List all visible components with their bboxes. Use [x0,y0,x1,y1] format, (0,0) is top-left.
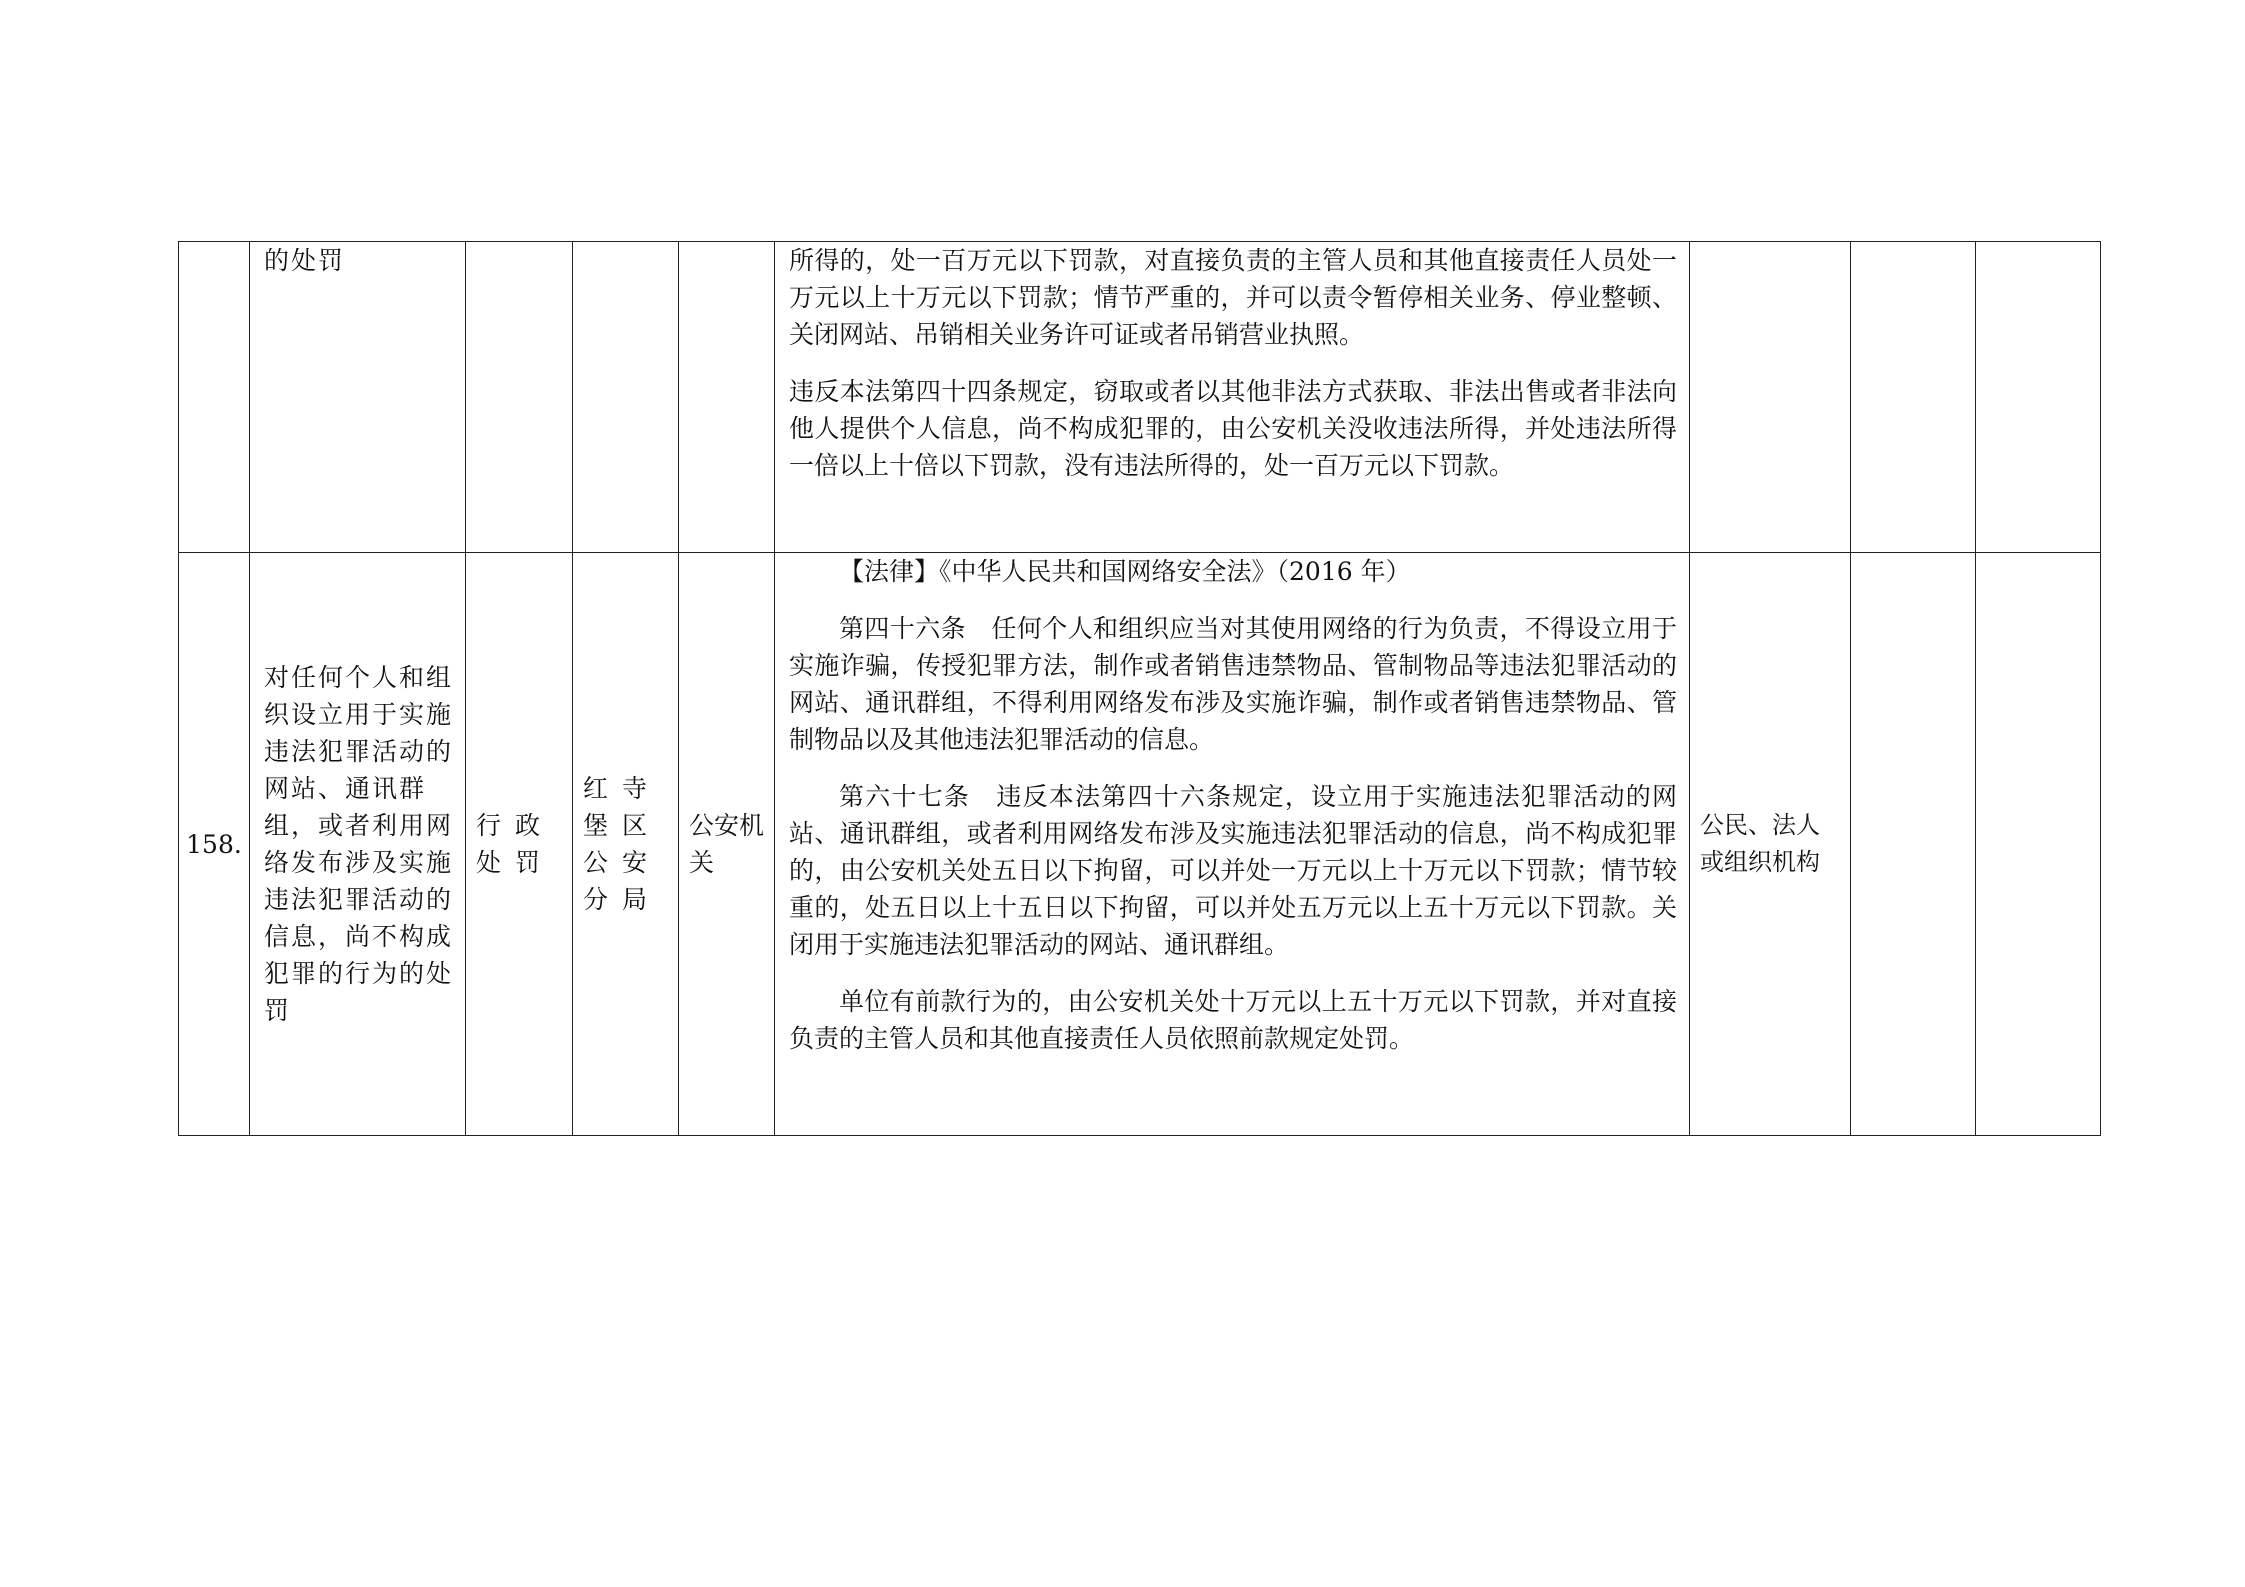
agency: 公安机关 [689,811,765,877]
legal-basis-paragraph: 违反本法第四十四条规定，窃取或者以其他非法方式获取、非法出售或者非法向他人提供个人信息，尚不构成犯罪的，由公安机关没收违法所得，并处违法所得一倍以上十倍以下罚款，没有违法所得的，处一百万元以下罚款。 [789,377,1677,480]
row-number-cell [179,553,250,1136]
department: 红寺堡区公安分局 [583,774,662,914]
legal-basis-paragraph: 所得的，处一百万元以下罚款，对直接负责的主管人员和其他直接责任人员处一万元以上十万元以下罚款；情节严重的，并可以责令暂停相关业务、停业整顿、关闭网站、吊销相关业务许可证或者吊销营业执照。 [789,246,1677,349]
empty-cell [1851,553,1976,1136]
row-number: 158. [186,829,242,859]
row-number-cell [179,242,250,553]
category-cell [466,553,573,1136]
empty-cell [1976,553,2101,1136]
item-name: 的处罚 [264,246,346,275]
item-name-cell [250,553,466,1136]
empty-cell [1851,242,1976,553]
legal-basis-paragraph: 单位有前款行为的，由公安机关处十万元以上五十万元以下罚款，并对直接负责的主管人员和其他直接责任人员依照前款规定处罚。 [789,987,1677,1053]
item-name-cell [250,242,466,553]
empty-cell [1976,242,2101,553]
department-cell [573,242,679,553]
target-cell [1690,553,1851,1136]
agency-cell [679,553,775,1136]
department-cell [573,553,679,1136]
legal-basis-paragraph: 第六十七条 违反本法第四十六条规定，设立用于实施违法犯罪活动的网站、通讯群组，或者利用网络发布涉及实施违法犯罪活动的信息，尚不构成犯罪的，由公安机关处五日以下拘留，可以并处一万元以上十万元以下罚款；情节较重的，处五日以上十五日以下拘留，可以并处五万元以上五十万元以下罚款。关闭用于实施违法犯罪活动的网站、通讯群组。 [789,782,1677,959]
law-title: 【法律】《中华人民共和国网络安全法》（2016 年） [839,557,1411,586]
enforcement-table [178,241,2101,1136]
target: 公民、法人或组织机构 [1700,811,1820,876]
legal-basis-cell [775,242,1690,553]
agency-cell [679,242,775,553]
category: 行政处罚 [476,811,555,877]
item-name: 对任何个人和组织设立用于实施违法犯罪活动的网站、通讯群组，或者利用网络发布涉及实施违法犯罪活动的信息，尚不构成犯罪的行为的处罚 [264,663,454,1025]
category-cell [466,242,573,553]
target-cell [1690,242,1851,553]
table-row [179,553,2101,1136]
table-row [179,242,2101,553]
legal-basis-paragraph: 第四十六条 任何个人和组织应当对其使用网络的行为负责，不得设立用于实施诈骗，传授犯罪方法，制作或者销售违禁物品、管制物品等违法犯罪活动的网站、通讯群组，不得利用网络发布涉及实施诈骗，制作或者销售违禁物品、管制物品以及其他违法犯罪活动的信息。 [789,614,1677,754]
legal-basis-cell [775,553,1690,1136]
